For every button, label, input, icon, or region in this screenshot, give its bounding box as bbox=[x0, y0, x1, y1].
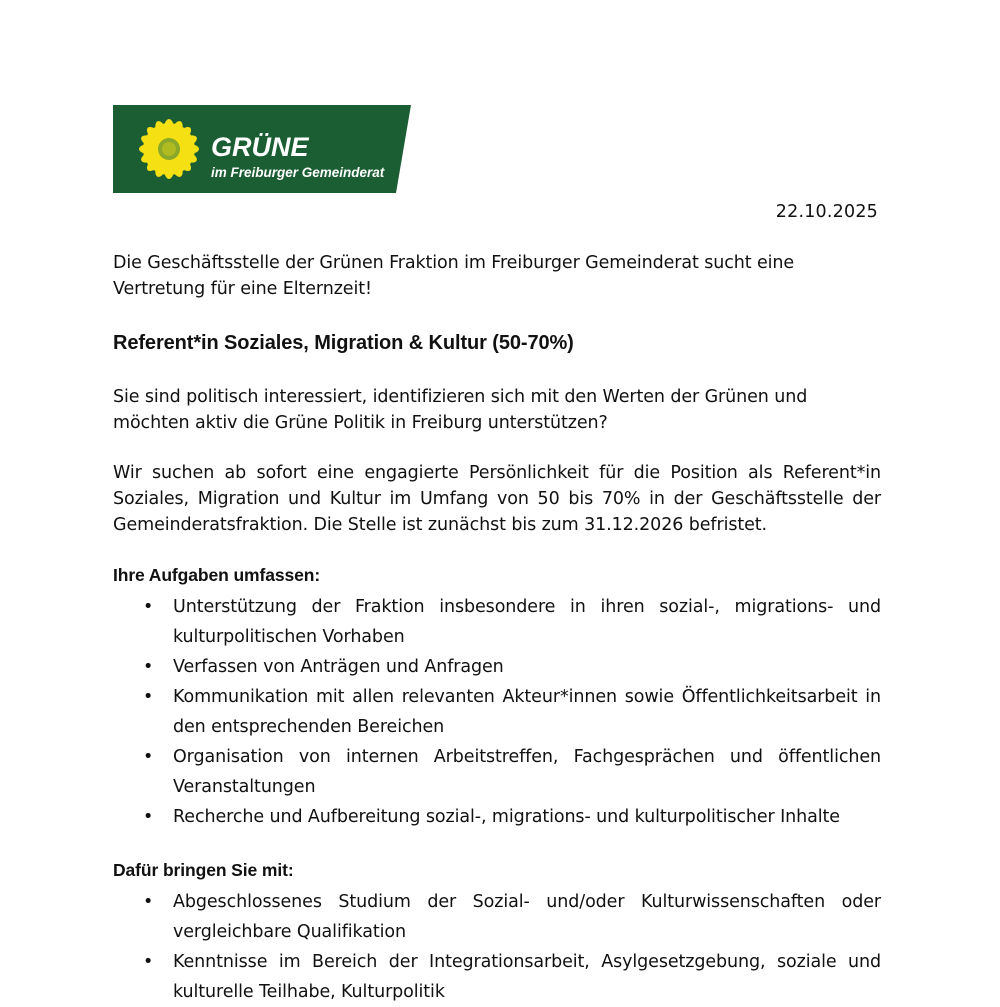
bullet-icon: • bbox=[143, 747, 154, 767]
paragraph-position: Wir suchen ab sofort eine engagierte Persönlichkeit für die Position als Referent*in Soziales, Migration und Kultur im Umfang von 50 bis 70% in der Geschäftsstelle der Gemeinderatsfraktion. Die Stelle ist zunächst bis zum 31.12.2026 befristet. bbox=[113, 463, 881, 535]
bullet-icon: • bbox=[143, 952, 154, 972]
logo-subtitle: im Freiburger Gemeinderat bbox=[211, 165, 385, 180]
job-title-heading: Referent*in Soziales, Migration & Kultur (50-70%) bbox=[113, 332, 574, 354]
requirements-list bbox=[113, 887, 881, 1007]
tasks-list bbox=[113, 592, 881, 832]
bullet-icon: • bbox=[143, 657, 154, 677]
list-item: • Organisation von internen Arbeitstreffen, Fachgesprächen und öffentlichen Veranstaltungen bbox=[113, 742, 881, 802]
tasks-heading: Ihre Aufgaben umfassen: bbox=[113, 565, 321, 585]
list-item: • Kommunikation mit allen relevanten Akteur*innen sowie Öffentlichkeitsarbeit in den entsprechenden Bereichen bbox=[113, 682, 881, 742]
document-body bbox=[113, 250, 881, 1007]
sunflower-icon bbox=[139, 119, 199, 179]
list-item: • Unterstützung der Fraktion insbesondere in ihren sozial-, migrations- und kulturpolitischen Vorhaben bbox=[113, 592, 881, 652]
requirements-heading: Dafür bringen Sie mit: bbox=[113, 860, 294, 880]
bullet-icon: • bbox=[143, 597, 154, 617]
bullet-icon: • bbox=[143, 687, 154, 707]
list-item: • Abgeschlossenes Studium der Sozial- und/oder Kulturwissenschaften oder vergleichbare Qualifikation bbox=[113, 887, 881, 947]
party-logo bbox=[113, 105, 411, 193]
intro-text: Die Geschäftsstelle der Grünen Fraktion im Freiburger Gemeinderat sucht eine Vertretung für eine Elternzeit! bbox=[113, 253, 795, 299]
logo-title: GRÜNE bbox=[211, 132, 309, 162]
list-item: • Kenntnisse im Bereich der Integrationsarbeit, Asylgesetzgebung, soziale und kulturelle Teilhabe, Kulturpolitik bbox=[113, 947, 881, 1007]
bullet-icon: • bbox=[143, 892, 154, 912]
list-item: • Recherche und Aufbereitung sozial-, migrations- und kulturpolitischer Inhalte bbox=[113, 802, 881, 832]
paragraph-interest: Sie sind politisch interessiert, identifizieren sich mit den Werten der Grünen und möchten aktiv die Grüne Politik in Freiburg unterstützen? bbox=[113, 387, 808, 433]
bullet-icon: • bbox=[143, 807, 154, 827]
document-date: 22.10.2025 bbox=[775, 202, 878, 222]
list-item: • Verfassen von Anträgen und Anfragen bbox=[113, 652, 881, 682]
